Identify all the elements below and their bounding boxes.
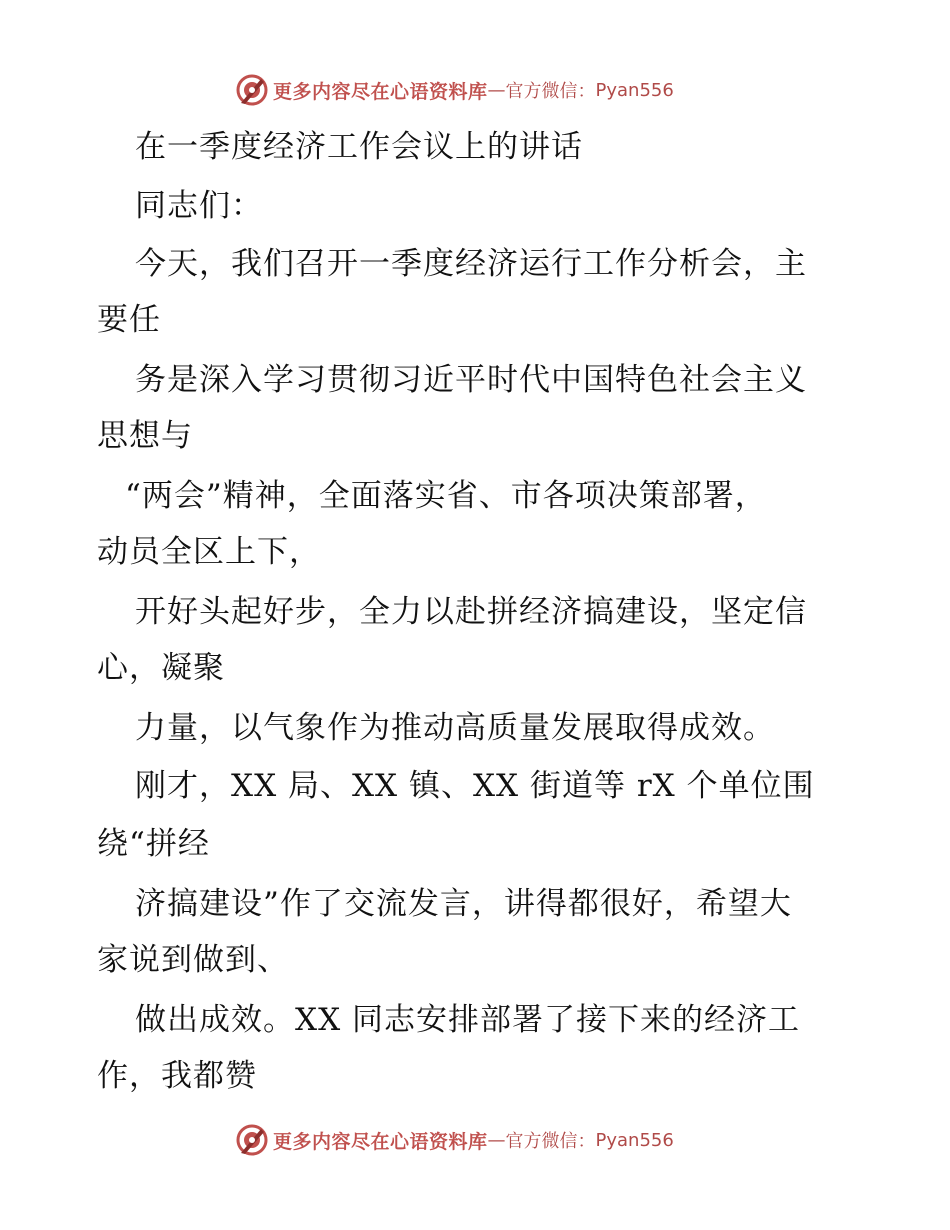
paragraph-line: 心，凝聚 xyxy=(97,650,225,686)
paragraph-line: 济搞建设”作了交流发言，讲得都很好，希望大 xyxy=(135,886,792,922)
paragraph-line: “两会”精神，全面落实省、市各项决策部署， xyxy=(125,478,767,514)
watermark-brand: 更多内容尽在心语资料库 xyxy=(273,80,488,103)
watermark-brand: 更多内容尽在心语资料库 xyxy=(273,1130,488,1153)
document-title: 在一季度经济工作会议上的讲话 xyxy=(135,129,583,165)
paragraph-line: 要任 xyxy=(97,302,161,338)
paragraph-line: 力量，以气象作为推动高质量发展取得成效。 xyxy=(135,710,775,746)
paragraph-line: 思想与 xyxy=(97,418,193,454)
paragraph-line: 动员全区上下， xyxy=(97,534,321,570)
paragraph-line: 今天，我们召开一季度经济运行工作分析会，主 xyxy=(135,246,807,282)
watermark-account: Pyan556 xyxy=(595,79,674,101)
watermark-contact: 官方微信： xyxy=(505,81,596,102)
watermark-account: Pyan556 xyxy=(595,1129,674,1151)
salutation: 同志们： xyxy=(135,188,263,224)
paragraph-line: 家说到做到、 xyxy=(97,942,289,978)
watermark-separator: — xyxy=(487,1129,506,1151)
watermark-contact: 官方微信： xyxy=(505,1131,596,1152)
paragraph-line: 绕“拼经 xyxy=(97,826,210,862)
watermark-separator: — xyxy=(487,79,506,101)
paragraph-line: 作，我都赞 xyxy=(97,1058,257,1094)
paragraph-line: 务是深入学习贯彻习近平时代中国特色社会主义 xyxy=(135,362,807,398)
paragraph-line: 做出成效。XX 同志安排部署了接下来的经济工 xyxy=(135,1002,800,1038)
paragraph-line: 刚才，XX 局、XX 镇、XX 街道等 rX 个单位围 xyxy=(135,768,815,804)
quill-seal-logo-icon xyxy=(235,1123,269,1157)
paragraph-line: 开好头起好步，全力以赴拼经济搞建设，坚定信 xyxy=(135,594,807,630)
footer-watermark xyxy=(235,1123,674,1157)
